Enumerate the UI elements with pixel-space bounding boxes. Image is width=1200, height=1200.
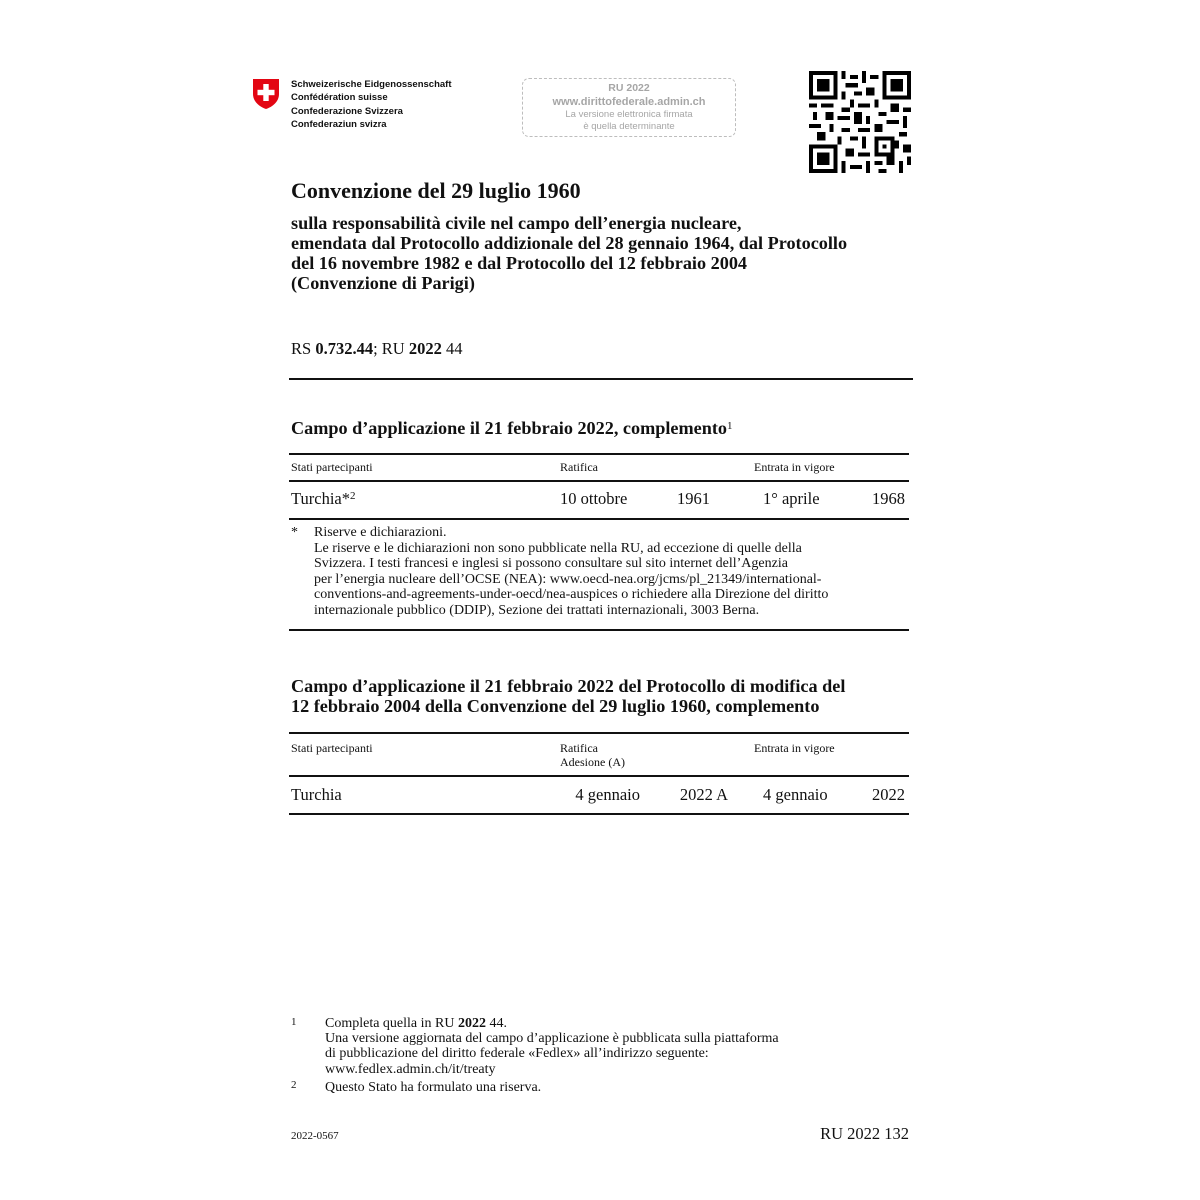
reference-line: [291, 339, 462, 359]
note-line: Riserve e dichiarazioni.: [314, 525, 447, 540]
divider: [289, 378, 913, 380]
footnote-ref: 2: [349, 490, 356, 502]
section-1-heading: [291, 416, 732, 438]
table-1-bottom-rule: [289, 629, 909, 631]
ratification-year: 1961: [677, 489, 710, 508]
section-2-heading-line: Campo d’applicazione il 21 febbraio 2022 del Protocollo di modifica del: [291, 676, 846, 696]
rs-prefix: RS: [291, 339, 316, 358]
ratification-year: 2022 A: [679, 785, 728, 804]
section-1-heading-text: Campo d’applicazione il 21 febbraio 2022, complemento: [291, 418, 727, 438]
section-2-heading-line: 12 febbraio 2004 della Convenzione del 29 luglio 1960, complemento: [291, 696, 820, 716]
reference-separator: ; RU: [373, 339, 409, 358]
table-2-top-rule: [289, 732, 909, 734]
table-row-state: [291, 489, 355, 509]
table-1-col-ratification: Ratifica: [560, 460, 598, 474]
subtitle-line: (Convenzione di Parigi): [291, 273, 475, 293]
table-1-col-states: Stati partecipanti: [291, 460, 373, 474]
table-2-col-ratification: [560, 741, 625, 769]
stamp-line-3: La versione elettronica firmata: [565, 109, 693, 120]
note-line: internazionale pubblico (DDIP), Sezione dei trattati internazionali, 3003 Berna.: [314, 602, 760, 618]
document-code: 2022-0567: [291, 1130, 339, 1142]
note-line: conventions-and-agreements-under-oecd/nea-auspices o richiedere alla Direzione del diritto: [314, 587, 829, 602]
footnote-line: di pubblicazione del diritto federale «Fedlex» all’indirizzo seguente:: [325, 1046, 709, 1062]
col-accession-label: Adesione (A): [560, 755, 625, 769]
stamp-url: www.dirittofederale.admin.ch: [552, 96, 706, 108]
reservation-note: [314, 525, 828, 618]
subtitle-line: del 16 novembre 1982 e dal Protocollo del 12 febbraio 2004: [291, 253, 748, 273]
qr-code-icon: [809, 71, 911, 173]
ratification-date: 4 gennaio: [575, 785, 640, 804]
ru-page: 44: [441, 339, 463, 358]
footnote-line: Una versione aggiornata del campo d’applicazione è pubblicata sulla piattaforma: [325, 1031, 779, 1047]
footnote-1: [325, 1016, 779, 1077]
ru-year: 2022: [408, 339, 442, 358]
ratification-date: 10 ottobre: [560, 489, 628, 508]
entry-date: 1° aprile: [763, 489, 820, 508]
stamp-line-1: RU 2022: [608, 82, 650, 94]
confederation-name-de: Schweizerische Eidgenossenschaft: [291, 79, 452, 90]
reservation-note-mark: *: [291, 525, 298, 540]
subtitle-line: emendata dal Protocollo addizionale del 28 gennaio 1964, dal Protocollo: [291, 233, 848, 253]
stamp-line-4: è quella determinante: [583, 121, 675, 132]
table-1-row-rule: [289, 518, 909, 520]
footnote-2-mark: 2: [291, 1079, 297, 1091]
table-2-header-rule: [289, 775, 909, 777]
col-ratification-label: Ratifica: [560, 741, 598, 755]
table-1-header-rule: [289, 480, 909, 482]
entry-year: 2022: [872, 785, 905, 804]
official-compilation-ref: RU 2022 132: [820, 1124, 909, 1143]
footnote-1-mark: 1: [291, 1016, 297, 1028]
table-2-col-states: Stati partecipanti: [291, 741, 373, 755]
table-2-col-entry: Entrata in vigore: [754, 741, 835, 755]
page-subtitle: [291, 213, 847, 293]
footnote-line: [325, 1016, 779, 1031]
footnote-2: Questo Stato ha formulato una riserva.: [325, 1080, 542, 1095]
confederation-name-it: Confederazione Svizzera: [291, 105, 403, 117]
confederation-names: [291, 78, 452, 131]
note-line: Svizzera. I testi francesi e inglesi si possono consultare sul sito internet dell’Agenzia: [314, 556, 788, 571]
page-title: Convenzione del 29 luglio 1960: [291, 178, 581, 203]
note-line: Le riserve e le dichiarazioni non sono pubblicate nella RU, ad eccezione di quelle della: [314, 540, 802, 556]
confederation-name-fr: Confédération suisse: [291, 92, 388, 104]
entry-date: 4 gennaio: [763, 785, 828, 804]
state-name: Turchia*: [291, 489, 350, 508]
table-row-state: Turchia: [291, 785, 342, 804]
subtitle-line: sulla responsabilità civile nel campo dell’energia nucleare,: [291, 213, 742, 233]
table-2-bottom-rule: [289, 813, 909, 815]
signature-stamp: [522, 78, 736, 137]
confederation-name-rm: Confederaziun svizra: [291, 118, 387, 130]
note-line: per l’energia nucleare dell’OCSE (NEA): www.oecd-nea.org/jcms/pl_21349/international-: [314, 571, 822, 587]
swiss-coat-of-arms-icon: [252, 78, 280, 110]
table-1-col-entry: Entrata in vigore: [754, 460, 835, 474]
entry-year: 1968: [872, 489, 905, 508]
rs-number: 0.732.44: [315, 339, 374, 358]
footnote-ref: 1: [726, 420, 733, 432]
table-1-top-rule: [289, 453, 909, 455]
section-2-heading: [291, 676, 845, 716]
footnote-bold: 2022: [457, 1016, 486, 1031]
footnote-text: Completa quella in RU: [325, 1016, 458, 1031]
footnote-text: 44.: [485, 1016, 507, 1031]
footnote-url: www.fedlex.admin.ch/it/treaty: [325, 1061, 496, 1077]
